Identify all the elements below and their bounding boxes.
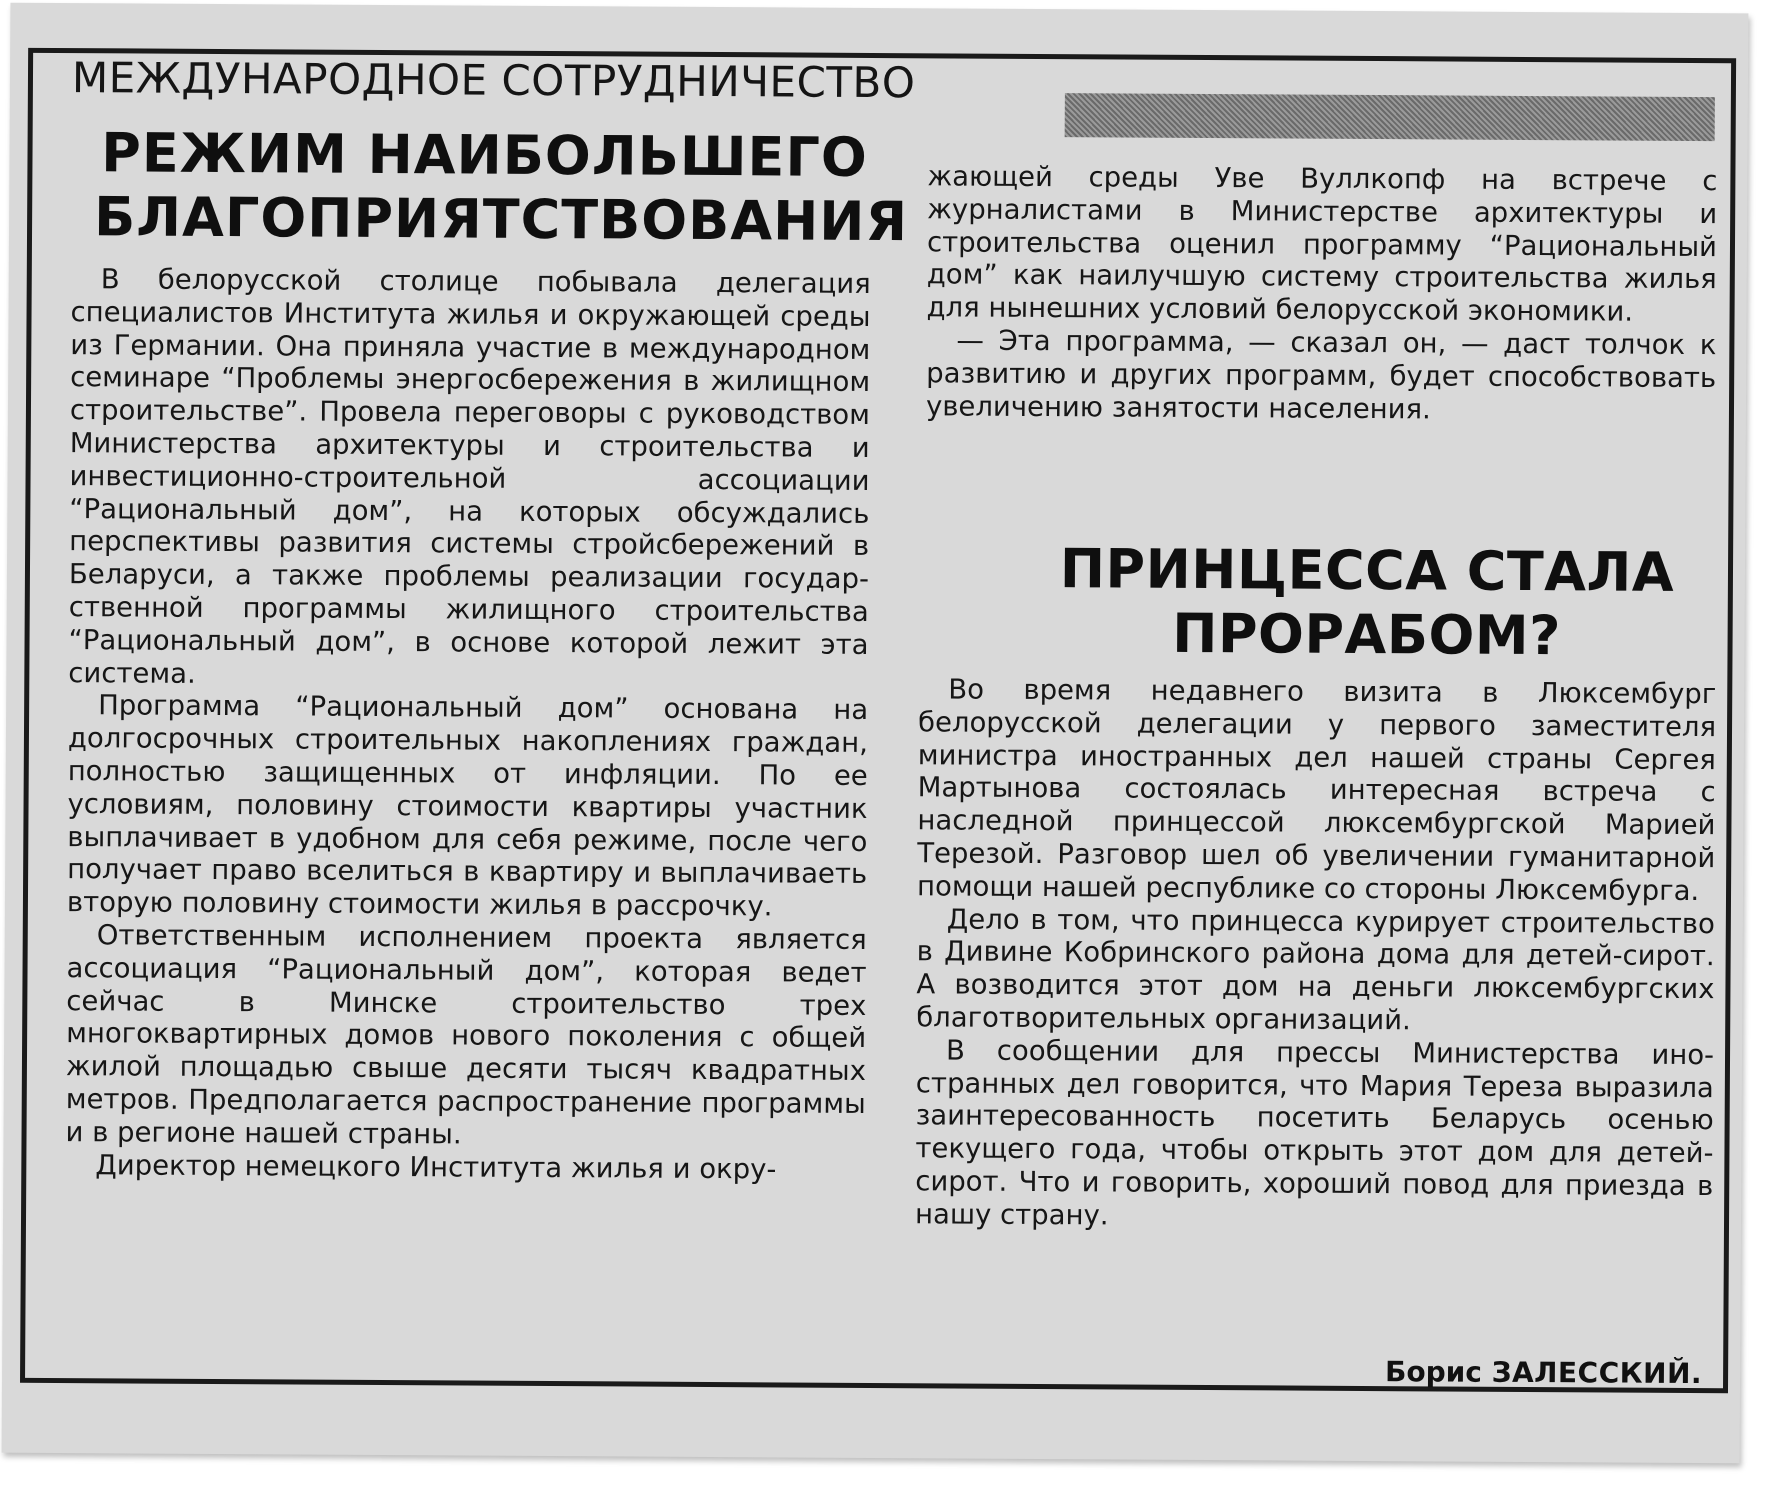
article2-column xyxy=(915,673,1716,1235)
article2-headline-line2: ПРОРАБОМ? xyxy=(1172,601,1562,667)
article2-paragraph-3: В сообщении для прессы Министерства иностранных дел говорится, что Мария Тереза выразила заинтересованность посетить Беларусь осенью текущего года, чтобы открыть этот дом для детей-сирот. Что и говорить, хороший повод для приезда в нашу страну. xyxy=(914,1034,1715,1232)
article2-paragraph-2: Дело в том, что принцесса курирует строительство в Дивине Кобринского района дома для детей-сирот. А возводится этот дом на деньги люксембургских благотворительных организаций. xyxy=(916,903,1715,1037)
article2-headline xyxy=(996,537,1737,669)
article2-paragraph-1: Во время недавнего визита в Люксембург белорусской делегации у первого заместителя министра иностранных дел нашей страны Сергея Мартынова состоялась интересная встреча с наследной принцессой люксембургской Марией Терезой. Разговор шел об увеличении гуманитарной помощи нашей республике со стороны Люксембурга. xyxy=(916,673,1717,907)
article1-column-left xyxy=(65,263,871,1186)
article1-paragraph-4: Директор немецкого Института жилья и окру- xyxy=(95,1148,777,1185)
article2-headline-line1: ПРИНЦЕССА СТАЛА xyxy=(1059,537,1675,604)
article1-continuation-1: жающей среды Уве Вуллкопф на встрече с журналистами в Министерстве архитектуры и строительства оценил программу “Рациональный дом” как наилучшую систему строительства жилья для нынешних условий белорусской экономики. xyxy=(926,160,1718,328)
author-first-name: Борис xyxy=(1384,1355,1483,1389)
article1-paragraph-2: Программа “Рациональный дом” основана на долгосрочных строительных накоплениях граждан, полностью защищенных от инфляции. По ее условиям, половину стоимости квартиры участник выплачивает в удобном для себя режиме, после чего получает право вселиться в квартиру и выплачиваеть вторую половину стоимости жилья в рассрочку. xyxy=(66,689,869,923)
rubric-shaded-bar xyxy=(1065,93,1715,141)
article1-headline xyxy=(93,121,909,253)
article1-headline-line1: РЕЖИМ НАИБОЛЬШЕГО xyxy=(101,121,868,189)
article1-continuation-2: — Эта программа, — сказал он, — даст толчок к развитию и других программ, будет способствовать увеличению занятости населения. xyxy=(925,324,1717,425)
section-rubric: МЕЖДУНАРОДНОЕ СОТРУДНИЧЕСТВО xyxy=(71,53,916,108)
article1-headline-line2: БЛАГОПРИЯТСТВОВАНИЯ xyxy=(93,184,909,253)
newspaper-clipping xyxy=(2,3,1749,1464)
author-last-name: ЗАЛЕССКИЙ. xyxy=(1491,1355,1703,1391)
article1-paragraph-1: В белорусской столице побывала делегация специалистов Института жилья и окружающей среды из Германии. Она приняла участие в международном семинаре “Проблемы энергосбережения в жилищном строительстве”. Провела переговоры с руководством Министерства архитектуры и строительства и инвестиционно-строительной ассоциации “Рациональный дом”, на которых обсуждались перспективы развития системы стройсбережений в Беларуси, а также проблемы реализации государственной программы жилищного строительства “Рациональный дом”, в основе которой лежит эта система. xyxy=(68,263,871,690)
author-signature xyxy=(1192,1354,1702,1390)
article1-column-right xyxy=(926,160,1718,427)
article1-paragraph-3: Ответственным исполнением проекта является ассоциация “Рациональный дом”, которая ведет сейчас в Минске строительство трех многоквартирных домов нового поколения с общей жилой площадью свыше десяти тысяч квадратных метров. Предполагается распространение программы и в регионе нашей страны. xyxy=(65,919,867,1151)
